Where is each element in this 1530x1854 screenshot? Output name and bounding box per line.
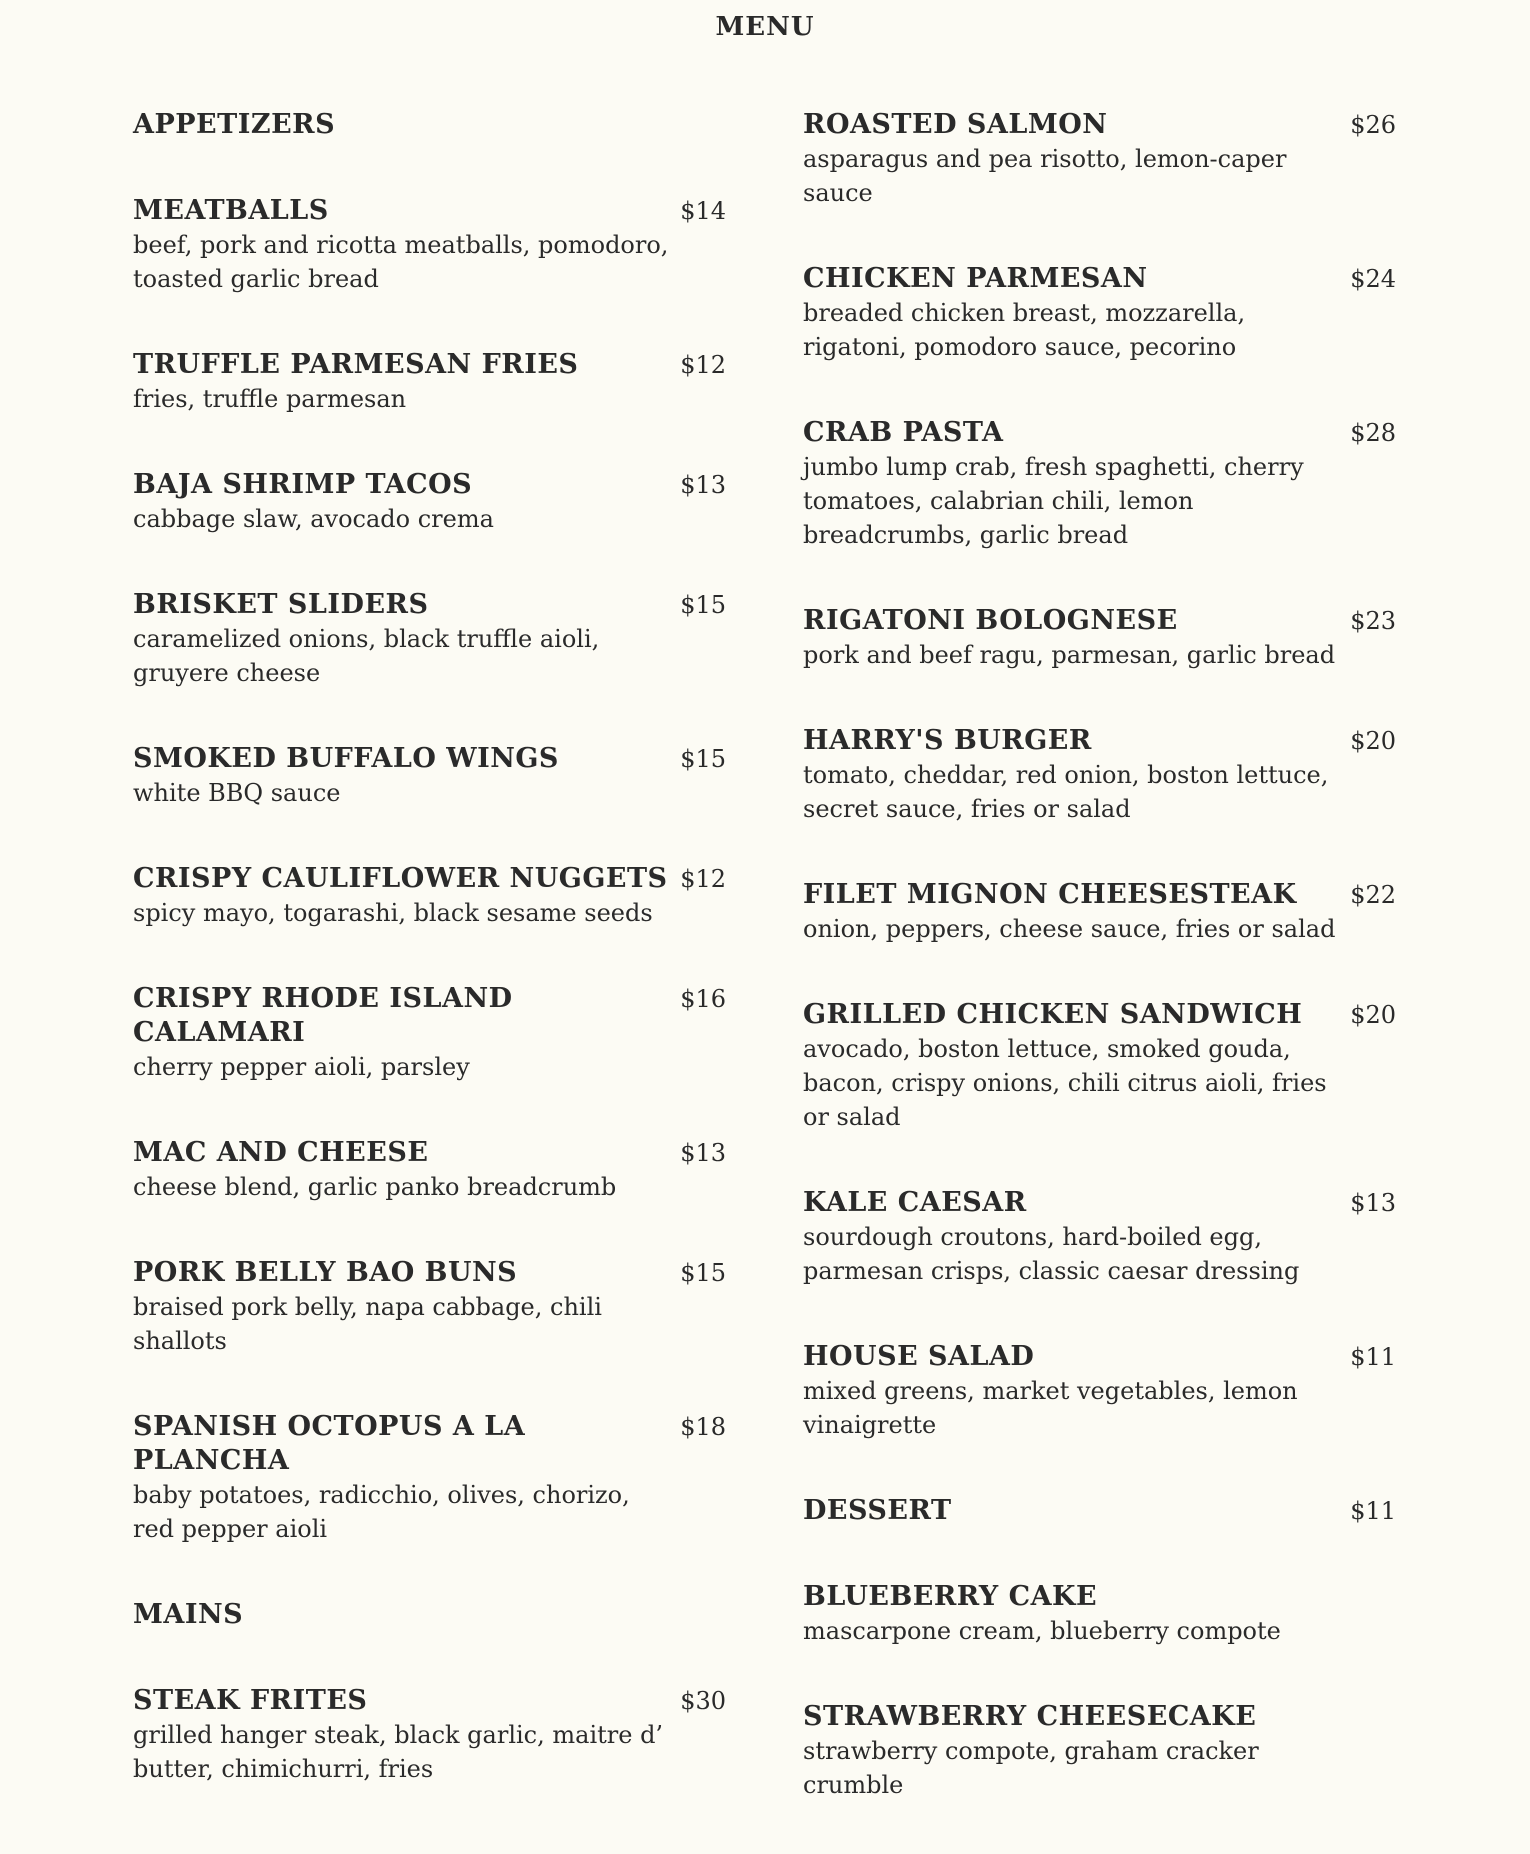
menu-item-name: PORK BELLY BAO BUNS (133, 1257, 518, 1288)
menu-item-price: $26 (1350, 111, 1396, 139)
menu-item-description: pork and beef ragu, parmesan, garlic bread (803, 641, 1336, 669)
menu-item (803, 724, 1396, 826)
menu-item (133, 862, 726, 930)
menu-item-description: baby potatoes, radicchio, olives, chorizo, red pepper aioli (133, 1481, 630, 1543)
menu-item-description: grilled hanger steak, black garlic, maitre d’ butter, chimichurri, fries (133, 1721, 664, 1783)
menu-item (133, 348, 726, 416)
menu-item (133, 588, 726, 690)
menu-item (803, 416, 1396, 552)
menu-item-price: $13 (680, 1139, 726, 1167)
menu-item (803, 1580, 1396, 1648)
menu-item (133, 982, 726, 1084)
menu-item (803, 998, 1396, 1134)
menu-item-price: $15 (680, 1259, 726, 1287)
menu-item (803, 1700, 1396, 1802)
menu-item-description: white BBQ sauce (133, 779, 341, 807)
menu-item-name: HOUSE SALAD (803, 1341, 1035, 1372)
menu-item-description: caramelized onions, black truffle aioli, gruyere cheese (133, 625, 600, 687)
dessert-price: $11 (1350, 1497, 1396, 1525)
menu-item-name: CHICKEN PARMESAN (803, 263, 1148, 294)
menu-item-price: $23 (1350, 607, 1396, 635)
menu-item (803, 262, 1396, 364)
menu-item-description: avocado, boston lettuce, smoked gouda, bacon, crispy onions, chili citrus aioli, fries or salad (803, 1035, 1327, 1131)
menu-item-name: BAJA SHRIMP TACOS (133, 469, 473, 500)
menu-item-price: $24 (1350, 265, 1396, 293)
menu-item-description: mascarpone cream, blueberry compote (803, 1617, 1281, 1645)
menu-item-price: $12 (680, 351, 726, 379)
menu-item (133, 194, 726, 296)
menu-item-price: $15 (680, 591, 726, 619)
menu-item-description: strawberry compote, graham cracker crumble (803, 1737, 1259, 1799)
section-title-mains: MAINS (133, 1599, 244, 1630)
menu-column-left (133, 108, 726, 1838)
menu-item-name: SPANISH OCTOPUS A LA PLANCHA (133, 1411, 526, 1476)
menu-item-price: $22 (1350, 881, 1396, 909)
menu-item-name: MEATBALLS (133, 195, 329, 226)
menu-item-name: CRISPY CAULIFLOWER NUGGETS (133, 863, 668, 894)
menu-item-price: $13 (1350, 1189, 1396, 1217)
menu-item-name: KALE CAESAR (803, 1187, 1027, 1218)
menu-item-price: $15 (680, 745, 726, 773)
menu-item-name: TRUFFLE PARMESAN FRIES (133, 349, 579, 380)
menu-item-price: $14 (680, 197, 726, 225)
menu-item-name: FILET MIGNON CHEESESTEAK (803, 879, 1297, 910)
menu-title: MENU (715, 12, 815, 42)
menu-item-price: $30 (680, 1687, 726, 1715)
menu-item-description: fries, truffle parmesan (133, 385, 407, 413)
menu-item-name: STRAWBERRY CHEESECAKE (803, 1701, 1257, 1732)
menu-item-name: SMOKED BUFFALO WINGS (133, 743, 559, 774)
menu-item-description: tomato, cheddar, red onion, boston lettuce, secret sauce, fries or salad (803, 761, 1329, 823)
menu-item (803, 604, 1396, 672)
menu-item (803, 1186, 1396, 1288)
menu-item-price: $28 (1350, 419, 1396, 447)
menu-item-name: GRILLED CHICKEN SANDWICH (803, 999, 1303, 1030)
section-title-appetizers: APPETIZERS (133, 109, 336, 140)
section-title-dessert: DESSERT (803, 1495, 952, 1526)
menu-item-price: $20 (1350, 727, 1396, 755)
menu-item-description: breaded chicken breast, mozzarella, rigatoni, pomodoro sauce, pecorino (803, 299, 1246, 361)
menu-item-name: MAC AND CHEESE (133, 1137, 429, 1168)
menu-item-name: CRAB PASTA (803, 417, 1004, 448)
section-header-dessert (803, 1494, 1396, 1528)
menu-item (133, 468, 726, 536)
menu-item-price: $18 (680, 1413, 726, 1441)
menu-item-name: BRISKET SLIDERS (133, 589, 429, 620)
menu-item (133, 1410, 726, 1546)
menu-item-name: ROASTED SALMON (803, 109, 1108, 140)
menu-item-description: asparagus and pea risotto, lemon-caper sauce (803, 145, 1287, 207)
menu-item-description: braised pork belly, napa cabbage, chili shallots (133, 1293, 602, 1355)
menu-column-right (803, 108, 1396, 1854)
menu-item-description: cabbage slaw, avocado crema (133, 505, 494, 533)
menu-item-price: $11 (1350, 1343, 1396, 1371)
menu-item (803, 108, 1396, 210)
menu-item-name: CRISPY RHODE ISLAND CALAMARI (133, 983, 513, 1048)
menu-item-description: onion, peppers, cheese sauce, fries or salad (803, 915, 1336, 943)
menu-item-description: jumbo lump crab, fresh spaghetti, cherry tomatoes, calabrian chili, lemon breadcrumbs, garlic bread (803, 453, 1304, 549)
menu-item-name: HARRY'S BURGER (803, 725, 1092, 756)
menu-item-name: STEAK FRITES (133, 1685, 368, 1716)
menu-item-price: $20 (1350, 1001, 1396, 1029)
menu-item (133, 1136, 726, 1204)
menu-item-name: RIGATONI BOLOGNESE (803, 605, 1178, 636)
menu-item-name: BLUEBERRY CAKE (803, 1581, 1098, 1612)
menu-item (133, 1256, 726, 1358)
menu-item (803, 1340, 1396, 1442)
menu-item (133, 742, 726, 810)
menu-item-price: $16 (680, 985, 726, 1013)
menu-item-description: mixed greens, market vegetables, lemon vinaigrette (803, 1377, 1298, 1439)
menu-item (803, 878, 1396, 946)
menu-item (133, 1684, 726, 1786)
menu-item-description: cherry pepper aioli, parsley (133, 1053, 470, 1081)
menu-item-price: $12 (680, 865, 726, 893)
menu-item-description: sourdough croutons, hard-boiled egg, parmesan crisps, classic caesar dressing (803, 1223, 1300, 1285)
menu-item-description: cheese blend, garlic panko breadcrumb (133, 1173, 617, 1201)
menu-item-price: $13 (680, 471, 726, 499)
menu-item-description: beef, pork and ricotta meatballs, pomodoro, toasted garlic bread (133, 231, 669, 293)
menu-item-description: spicy mayo, togarashi, black sesame seeds (133, 899, 653, 927)
